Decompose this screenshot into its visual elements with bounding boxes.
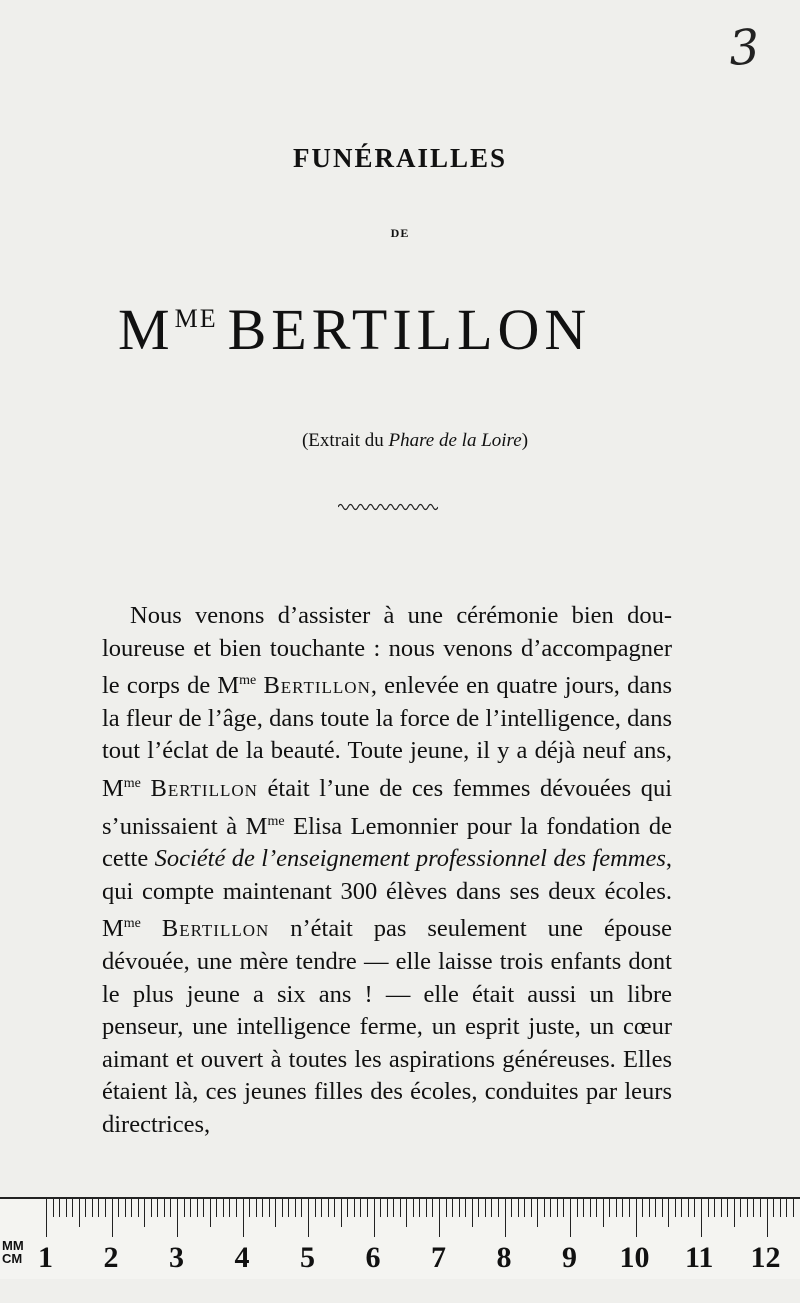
ruler-tick [747,1199,748,1217]
ruler-tick [275,1199,276,1227]
ruler-unit-label [2,1239,24,1265]
extract-prefix: (Extrait du [301,430,389,451]
ruler-tick [387,1199,388,1217]
ruler-label: 7 [431,1241,446,1274]
ruler-tick [727,1199,728,1217]
ruler-tick [616,1199,617,1217]
ruler-tick [85,1199,86,1217]
wavy-divider [338,502,438,512]
ruler-tick [118,1199,119,1217]
ruler-tick [563,1199,564,1217]
ruler-tick [184,1199,185,1217]
ruler-tick [354,1199,355,1217]
ruler-tick [649,1199,650,1217]
unit-cm: CM [2,1251,23,1266]
ruler-tick [439,1199,440,1237]
ruler-tick [79,1199,80,1227]
ruler-tick [131,1199,132,1217]
ruler-tick [505,1199,506,1237]
ruler-tick [570,1199,571,1237]
ruler-tick [72,1199,73,1217]
ruler-tick [734,1199,735,1227]
ruler-tick [210,1199,211,1227]
name-smallcaps: Bertillon [161,915,270,943]
ruler-tick [786,1199,787,1217]
ruler-tick [138,1199,139,1217]
ruler-tick [694,1199,695,1217]
ruler-tick [721,1199,722,1217]
ruler-tick [681,1199,682,1217]
ruler-tick [157,1199,158,1217]
superscript: me [123,775,141,791]
ruler-tick [655,1199,656,1217]
text-run: n’était pas seulement une épouse dévouée, une mère tendre — elle laisse trois enfants dont le plus jeune a six ans ! — elle était aussi un libre penseur, une intelligence ferme, un esprit juste, un cœur aimant et ouvert à toutes les aspirations généreuses. Elles étaient là, ces jeunes filles des écoles, conduites par leurs directrices, [102,915,672,1138]
ruler-tick [701,1199,702,1237]
ruler-tick [367,1199,368,1217]
ruler-tick [66,1199,67,1217]
ruler-label: 3 [169,1241,184,1274]
ruler-tick [308,1199,309,1237]
ruler-tick [485,1199,486,1217]
ruler-tick [498,1199,499,1217]
ruler-tick [714,1199,715,1217]
ruler-tick [46,1199,47,1237]
ruler-tick [105,1199,106,1217]
ruler-tick [229,1199,230,1217]
ruler-tick [465,1199,466,1217]
ruler-tick [491,1199,492,1217]
ruler-tick [400,1199,401,1217]
ruler-tick [190,1199,191,1217]
ruler-tick [151,1199,152,1217]
ruler-tick [177,1199,178,1237]
ruler-tick [341,1199,342,1227]
text-run: , qui compte maintenant 300 élèves dans ses deux écoles. M [102,845,672,943]
ruler-tick [92,1199,93,1217]
ruler-tick [328,1199,329,1217]
heading: FUNÉRAILLES [292,143,508,173]
ruler-tick [478,1199,479,1217]
ruler-tick [288,1199,289,1217]
body-paragraph [102,600,672,1142]
extract-suffix: ) [521,430,529,451]
name-title-sup: ME [174,304,218,333]
ruler-tick [524,1199,525,1217]
ruler-tick [321,1199,322,1217]
ruler-tick [197,1199,198,1217]
ruler-tick [642,1199,643,1217]
ruler-tick [432,1199,433,1217]
ruler-tick [295,1199,296,1217]
ruler-tick [577,1199,578,1217]
ruler-label: 6 [365,1241,381,1274]
page-number: 3 [727,19,762,77]
ruler-tick [557,1199,558,1217]
ruler-tick [767,1199,768,1237]
ruler-tick [243,1199,244,1237]
ruler-label: 1 [38,1241,53,1274]
ruler-tick [662,1199,663,1217]
ruler-tick [688,1199,689,1217]
ruler-tick [269,1199,270,1217]
ruler-tick [537,1199,538,1227]
superscript: me [123,916,141,932]
ruler-tick [472,1199,473,1227]
superscript: me [267,813,285,829]
ruler-tick [144,1199,145,1227]
ruler-tick [315,1199,316,1217]
text-run: Elisa Lemonnier pour la fondation de cette [102,812,672,873]
ruler-tick [793,1199,794,1217]
ruler-tick [59,1199,60,1217]
ruler-tick [347,1199,348,1217]
name-smallcaps: Bertillon [263,672,371,700]
ruler-tick [636,1199,637,1237]
ruler-tick [374,1199,375,1237]
ruler-tick [112,1199,113,1237]
ruler-tick [426,1199,427,1217]
text-run: , enlevée en quatre jours, dans la fleur de l’âge, dans toute la force de l’intelligence, dans tout l’éclat de la beauté. Toute jeune, il y a déjà neuf ans, M [102,672,672,802]
ruler-label: 2 [103,1241,119,1274]
name-surname: BERTILLON [227,297,592,362]
ruler-tick [760,1199,761,1217]
ruler-tick [583,1199,584,1217]
ruler-tick [544,1199,545,1217]
ruler-label: 11 [685,1241,714,1274]
ruler-tick [603,1199,604,1227]
name-title: M [118,297,175,362]
ruler-tick [98,1199,99,1217]
ruler-tick [164,1199,165,1217]
ruler-tick [740,1199,741,1217]
ruler-tick [675,1199,676,1217]
unit-mm: MM [2,1238,24,1253]
ruler-tick [125,1199,126,1217]
ruler-tick [170,1199,171,1217]
heading-connector: DE [390,226,410,240]
ruler-tick [780,1199,781,1217]
ruler-tick [609,1199,610,1217]
ruler-tick [622,1199,623,1217]
text-run: Nous venons d’assister à une cérémonie bien douloureuse et bien touchante : nous venons d’accompagner le corps de M [102,602,672,700]
ruler-tick [249,1199,250,1217]
ruler-tick [216,1199,217,1217]
society-name: Société de l’enseignement professionnel des femmes [154,845,666,873]
ruler-tick [262,1199,263,1217]
ruler-tick [360,1199,361,1217]
ruler-tick [203,1199,204,1217]
ruler-tick [596,1199,597,1217]
ruler-tick [406,1199,407,1227]
ruler-tick [511,1199,512,1217]
ruler-tick [446,1199,447,1217]
name-smallcaps: Bertillon [150,774,258,802]
ruler-tick [452,1199,453,1217]
ruler-label: 8 [496,1241,512,1274]
extract-source: Phare de la Loire [388,430,522,451]
ruler-tick [629,1199,630,1217]
ruler-label: 12 [750,1241,781,1274]
text-run: était l’une de ces femmes dévouées qui s’unissaient à M [102,774,673,840]
deceased-name [118,296,591,363]
source-attribution [0,430,800,452]
ruler-tick [531,1199,532,1217]
ruler-tick [380,1199,381,1217]
ruler-tick [459,1199,460,1217]
ruler-tick [282,1199,283,1217]
ruler-tick [550,1199,551,1217]
ruler-tick [334,1199,335,1217]
ruler-tick [708,1199,709,1217]
measuring-ruler [0,1197,800,1279]
ruler-tick [393,1199,394,1217]
ruler-label: 9 [562,1241,577,1274]
superscript: me [239,673,257,689]
ruler-tick [301,1199,302,1217]
ruler-tick [419,1199,420,1217]
ruler-label: 4 [234,1241,250,1274]
ruler-label: 10 [619,1241,650,1274]
ruler-tick [256,1199,257,1217]
ruler-tick [53,1199,54,1217]
ruler-tick [518,1199,519,1217]
ruler-tick [590,1199,591,1217]
ruler-tick [236,1199,237,1217]
ruler-tick [223,1199,224,1217]
ruler-tick [773,1199,774,1217]
ruler-label: 5 [300,1241,315,1274]
ruler-tick [413,1199,414,1217]
ruler-tick [753,1199,754,1217]
ruler-tick [668,1199,669,1227]
